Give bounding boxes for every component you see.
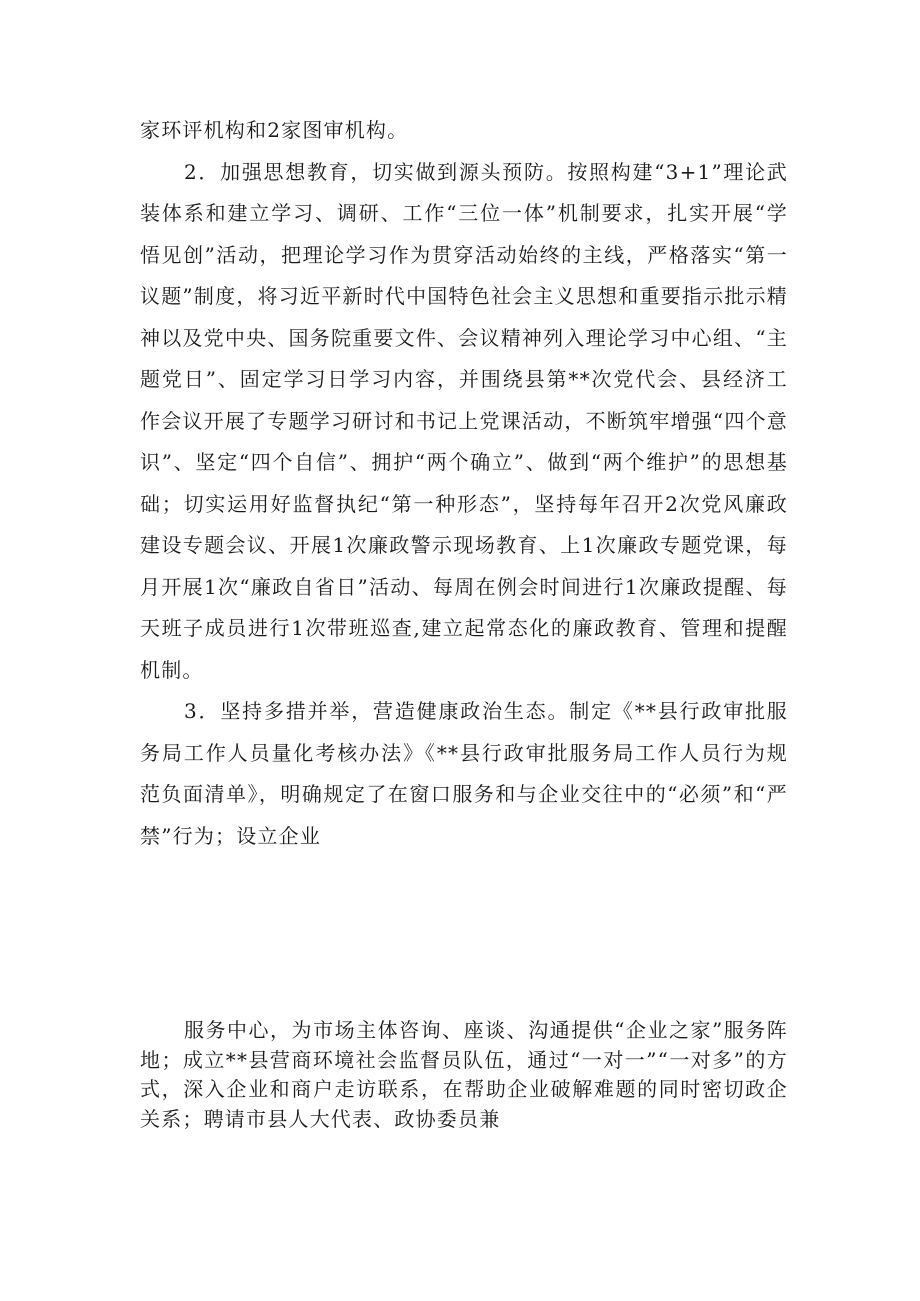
document-body-continued (140, 1016, 788, 1134)
paragraph-service-center: 服务中心，为市场主体咨询、座谈、沟通提供“企业之家”服务阵地；成立**县营商环境社会监督员队伍，通过“一对一”“一对多”的方式，深入企业和商户走访联系，在帮助企业破解难题的同时密切政企关系；聘请市县人大代表、政协委员兼 (140, 1018, 788, 1131)
document-body (140, 110, 788, 857)
paragraph-continuation: 家环评机构和2家图审机构。 (140, 118, 409, 142)
paragraph-3-political-ecology: 3．坚持多措并举，营造健康政治生态。制定《**县行政审批服务局工作人员量化考核办法》《**县行政审批服务局工作人员行为规范负面清单》，明确规定了在窗口服务和与企业交往中的“必须”和“严禁”行为；设立企业 (140, 699, 788, 848)
paragraph-2-ideological-education: 2．加强思想教育，切实做到源头预防。按照构建“3+1”理论武装体系和建立学习、调研、工作“三位一体”机制要求，扎实开展“学悟见创”活动，把理论学习作为贯穿活动始终的主线，严格落实“第一议题”制度，将习近平新时代中国特色社会主义思想和重要指示批示精神以及党中央、国务院重要文件、会议精神列入理论学习中心组、“主题党日”、固定学习日学习内容，并围绕县第**次党代会、县经济工作会议开展了专题学习研讨和书记上党课活动，不断筑牢增强“四个意识”、坚定“四个自信”、拥护“两个确立”、做到“两个维护”的思想基础；切实运用好监督执纪“第一种形态”，坚持每年召开2次党风廉政建设专题会议、开展1次廉政警示现场教育、上1次廉政专题党课，每月开展1次“廉政自省日”活动、每周在例会时间进行1次廉政提醒、每天班子成员进行1次带班巡查,建立起常态化的廉政教育、管理和提醒机制。 (140, 159, 788, 682)
